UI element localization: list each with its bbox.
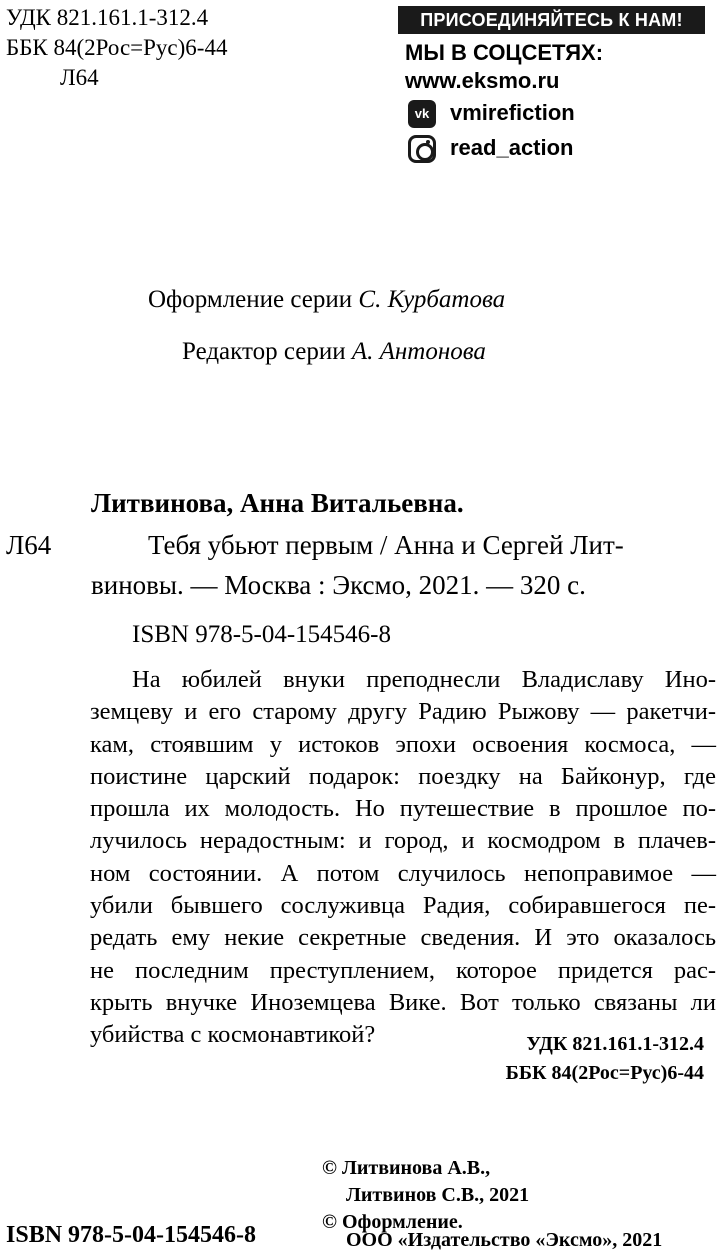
abstract-line: редать ему некие секретные сведения. И это оказалось [90, 924, 716, 952]
catalog-isbn: ISBN 978-5-04-154546-8 [132, 621, 392, 648]
site-link[interactable]: www.eksmo.ru [405, 68, 560, 93]
vk-handle[interactable]: vmirefiction [450, 100, 575, 125]
author-mark: Л64 [60, 65, 99, 90]
copyright-line3: © Оформление. [322, 1211, 463, 1233]
editor-label: Редактор серии [182, 338, 346, 365]
editor-name: А. Антонова [351, 338, 486, 365]
abstract-line: убийства с космонавтикой? [90, 1021, 376, 1049]
abstract-line: не последним преступлением, которое придется рас- [90, 956, 716, 984]
series-design-credit [148, 284, 505, 316]
instagram-handle[interactable]: read_action [450, 135, 574, 160]
abstract-line: ном состоянии. А потом случилось непоправимое — [90, 859, 716, 887]
copyright-line4: ООО «Издательство «Эксмо», 2021 [346, 1229, 663, 1251]
isbn-bottom: ISBN 978-5-04-154546-8 [6, 1222, 256, 1248]
design-label: Оформление серии [148, 286, 353, 313]
abstract-line: кам, стоявшим у истоков эпохи освоения космоса, — [90, 730, 716, 758]
abstract-line: На юбилей внуки преподнесли Владиславу Ино- [132, 666, 716, 693]
abstract-line: крыть внучке Иноземцева Вике. Вот только связаны ли [90, 988, 716, 1016]
right-udk-code: УДК 821.161.1-312.4 [526, 1033, 704, 1055]
social-heading: МЫ В СОЦСЕТЯХ: [405, 40, 604, 65]
join-banner: ПРИСОЕДИНЯЙТЕСЬ К НАМ! [398, 6, 705, 34]
right-bbk-code: ББК 84(2Рос=Рус)6-44 [505, 1062, 704, 1084]
catalog-title-line1: Тебя убьют первым / Анна и Сергей Лит- [148, 530, 624, 560]
abstract-line: убили бывшего сослуживца Радия, собиравшегося пе- [90, 892, 716, 920]
abstract-line: поистине царский подарок: поездку на Байконур, где [90, 762, 716, 790]
abstract-line: земцеву и его старому другу Радию Рыжову — ракетчи- [90, 698, 716, 726]
vk-icon: vk [408, 100, 436, 128]
copyright-line2: Литвинов С.В., 2021 [346, 1184, 530, 1206]
abstract-line: лучилось нерадостным: и город, и космодром в плачев- [90, 827, 716, 855]
series-editor-credit [182, 336, 486, 368]
catalog-mark: Л64 [6, 530, 52, 560]
bbk-code: ББК 84(2Рос=Рус)6-44 [6, 35, 228, 60]
copyright-line1: © Литвинова А.В., [322, 1157, 491, 1179]
udk-code: УДК 821.161.1-312.4 [6, 5, 209, 30]
abstract-line: прошла их молодость. Но путешествие в прошлое по- [90, 795, 716, 823]
book-abstract [90, 664, 716, 1052]
catalog-title-line2: виновы. — Москва : Эксмо, 2021. — 320 с. [91, 570, 586, 600]
instagram-icon [408, 135, 436, 163]
catalog-author: Литвинова, Анна Витальевна. [91, 488, 464, 518]
design-name: С. Курбатова [358, 286, 506, 313]
